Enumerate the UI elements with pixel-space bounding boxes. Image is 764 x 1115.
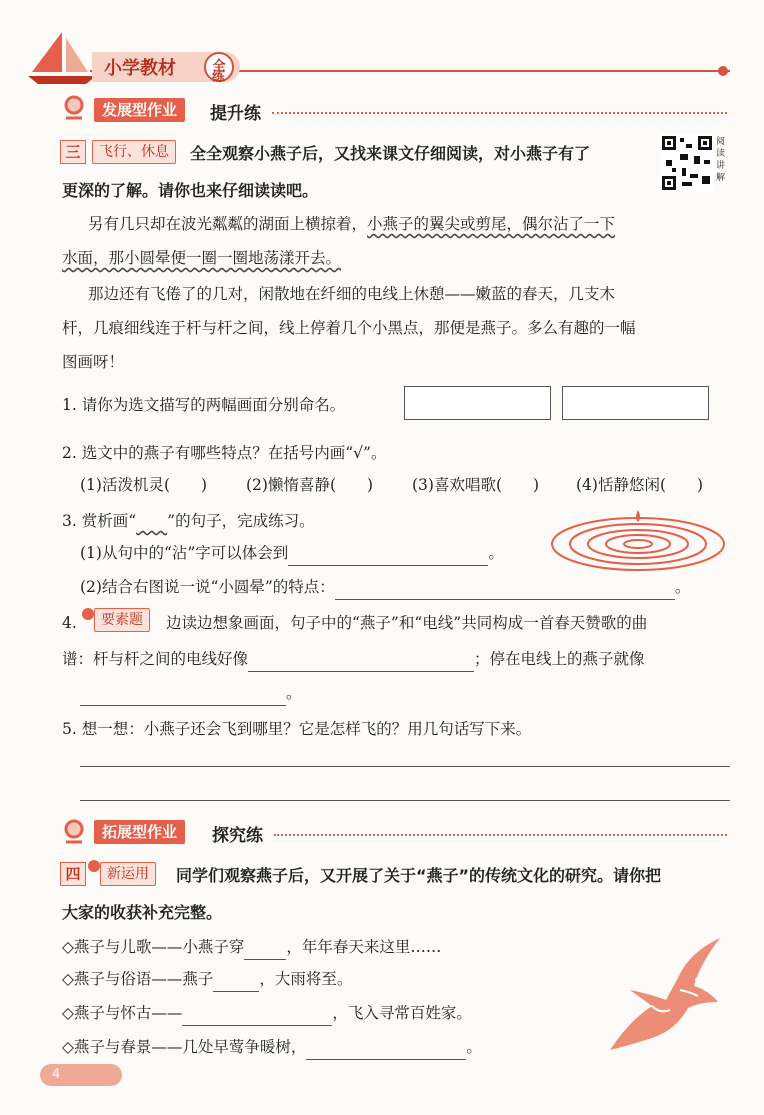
q4-intro-line2: 大家的收获补充完整。 xyxy=(62,903,223,922)
header-badge-sub: 练 xyxy=(212,70,226,85)
sailboat-logo-icon xyxy=(22,28,102,88)
q4-line4 xyxy=(62,1034,482,1060)
q4-line4-a: ◇燕子与春景——几处早莺争暖树， xyxy=(62,1038,307,1056)
header-title: 小学教材 xyxy=(104,58,176,79)
section-subtitle-extension: 探究练 xyxy=(212,826,263,846)
q4-line1-b: ，年年春天来这里…… xyxy=(286,938,442,956)
section-divider xyxy=(272,112,727,115)
answer-box-1[interactable] xyxy=(404,386,551,420)
item3-sub2-label: (2)结合右图说一说“小圆晕”的特点： xyxy=(80,578,335,596)
qr-label: 阅读讲解 xyxy=(716,137,726,183)
water-ripple-image xyxy=(548,504,728,574)
answer-box-2[interactable] xyxy=(562,386,709,420)
item3-sub2-end: 。 xyxy=(674,578,691,596)
passage-line2: 水面，那小圆晕便一圈一圈地荡漾开去。 xyxy=(62,249,342,267)
item4-line2 xyxy=(62,646,645,672)
q3-intro-line1: 全全观察小燕子后，又找来课文仔细阅读，对小燕子有了 xyxy=(190,144,591,163)
q4-line3 xyxy=(62,1000,472,1026)
item3-text xyxy=(62,508,315,534)
q4-intro-line1: 同学们观察燕子后，又开展了关于“燕子”的传统文化的研究。请你把 xyxy=(176,866,662,885)
header-dot-icon xyxy=(718,66,728,76)
item2-option-3[interactable]: (3)喜欢唱歌( ) xyxy=(412,476,540,494)
item2-option-4[interactable]: (4)恬静悠闲( ) xyxy=(576,476,704,494)
item2-option-1[interactable]: (1)活泼机灵( ) xyxy=(80,476,208,494)
item3-sub2-blank[interactable] xyxy=(335,581,675,600)
magnifier-icon xyxy=(60,818,90,844)
q4-line2-b: ，大雨将至。 xyxy=(259,970,353,988)
item4-number: 4. xyxy=(62,614,77,632)
question-tag-flight: 飞行、休息 xyxy=(92,140,176,164)
q3-intro-line2: 更深的了解。请你也来仔细读读吧。 xyxy=(62,181,319,200)
section-divider xyxy=(274,834,727,837)
item3-sub1-blank[interactable] xyxy=(288,547,488,566)
item3-sub1 xyxy=(80,540,504,566)
q4-line1 xyxy=(62,934,441,960)
q4-line1-a: ◇燕子与儿歌——小燕子穿 xyxy=(62,938,245,956)
q4-blank-1[interactable] xyxy=(244,941,286,960)
alert-icon xyxy=(82,608,94,620)
q4-line2-a: ◇燕子与俗语——燕子 xyxy=(62,970,214,988)
passage-line3: 那边还有飞倦了的几对，闲散地在纤细的电线上休憩——嫩蓝的春天，几支木 xyxy=(88,285,616,303)
q4-line3-b: ，飞入寻常百姓家。 xyxy=(332,1004,472,1022)
page-number: 4 xyxy=(40,1064,122,1086)
q4-line4-b: 。 xyxy=(466,1038,482,1056)
section-subtitle-development: 提升练 xyxy=(210,104,261,124)
item3-text-b: ”的句子，完成练习。 xyxy=(167,512,315,530)
item3-text-a: 3. 赏析画“ xyxy=(62,512,137,530)
section-tag-development: 发展型作业 xyxy=(94,98,185,122)
passage-line5: 图画呀！ xyxy=(62,353,125,371)
item3-sub1-end: 。 xyxy=(488,544,504,562)
item4-blank-1[interactable] xyxy=(248,653,474,672)
swallow-papercut-image xyxy=(590,930,730,1060)
alert-icon xyxy=(88,860,100,872)
q4-line3-a: ◇燕子与怀古—— xyxy=(62,1004,183,1022)
q4-line2 xyxy=(62,966,352,992)
section-tag-extension: 拓展型作业 xyxy=(94,820,185,844)
wavy-mark xyxy=(136,512,167,530)
item2-text: 2. 选文中的燕子有哪些特点？在括号内画“√”。 xyxy=(62,444,387,462)
item4-tag: 要素题 xyxy=(94,608,150,632)
item2-option-2[interactable]: (2)懒惰喜静( ) xyxy=(246,476,374,494)
passage-line1 xyxy=(88,212,615,234)
passage-line1-a: 另有几只却在波光粼粼的湖面上横掠着， xyxy=(88,215,368,233)
item4-text-b: 谱：杆与杆之间的电线好像 xyxy=(62,650,249,668)
magnifier-icon xyxy=(60,94,90,120)
item5-text: 5. 想一想：小燕子还会飞到哪里？它是怎样飞的？用几句话写下来。 xyxy=(62,720,532,738)
question-number-3: 三 xyxy=(60,140,86,164)
q4-blank-4[interactable] xyxy=(306,1041,466,1060)
item4-text-a: 边读边想象画面，句子中的“燕子”和“电线”共同构成一首春天赞歌的曲 xyxy=(166,614,648,632)
qr-code-icon[interactable] xyxy=(660,134,714,192)
item4-text-c: ；停在电线上的燕子就像 xyxy=(474,650,645,668)
header-badge: 全 xyxy=(204,52,234,82)
item4-blank-2[interactable] xyxy=(80,687,286,706)
question-number-4: 四 xyxy=(60,862,86,886)
item1-text: 1. 请你为选文描写的两幅画面分别命名。 xyxy=(62,396,346,414)
item4-line3 xyxy=(80,680,302,706)
item5-answer-line-1[interactable] xyxy=(80,766,730,767)
item3-sub1-label: (1)从句中的“沾”字可以体会到 xyxy=(80,544,289,562)
passage-line4: 杆，几痕细线连于杆与杆之间，线上停着几个小黑点，那便是燕子。多么有趣的一幅 xyxy=(62,319,636,337)
q4-blank-2[interactable] xyxy=(213,973,259,992)
passage-line1-b: 小燕子的翼尖或剪尾，偶尔沾了一下 xyxy=(367,215,616,233)
item3-sub2 xyxy=(80,574,690,600)
item5-answer-line-2[interactable] xyxy=(80,800,730,801)
q4-tag: 新运用 xyxy=(100,862,156,886)
item4-text-end: 。 xyxy=(286,684,302,702)
q4-blank-3[interactable] xyxy=(182,1007,332,1026)
